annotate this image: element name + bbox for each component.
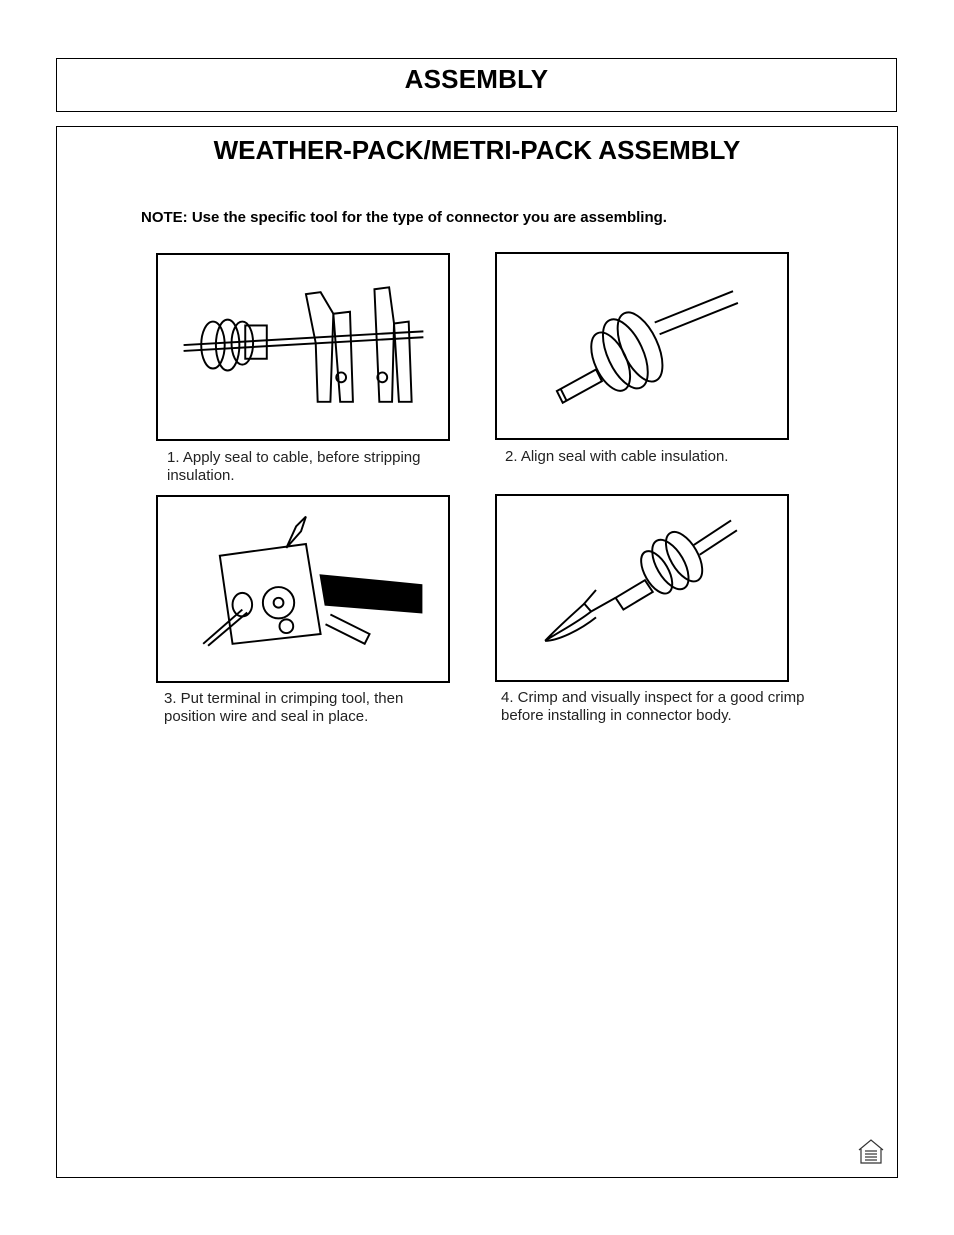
crimping-tool-illustration [158,497,448,681]
section-title: WEATHER-PACK/METRI-PACK ASSEMBLY [213,135,741,165]
page-title: ASSEMBLY [404,63,549,94]
figure-2-align-seal [495,252,789,440]
figure-1-seal-on-cable [156,253,450,441]
step-4-caption: 4. Crimp and visually inspect for a good crimp before installing in connector body. [501,689,805,724]
content-box [56,126,898,1178]
figure-4-crimp-inspect [495,494,789,682]
seal-cable-illustration [158,255,448,439]
header-box [56,58,897,112]
step-3-caption: 3. Put terminal in crimping tool, then position wire and seal in place. [164,690,404,725]
home-icon[interactable] [857,1137,885,1165]
figure-3-crimp-tool [156,495,450,683]
step-2-caption: 2. Align seal with cable insulation. [505,448,729,465]
step-1-caption: 1. Apply seal to cable, before stripping insulation. [167,449,421,484]
note-text: NOTE: Use the specific tool for the type of connector you are assembling. [141,209,667,226]
align-seal-illustration [497,254,787,438]
home-icon-graphic [857,1137,885,1165]
crimped-terminal-illustration [497,496,787,680]
